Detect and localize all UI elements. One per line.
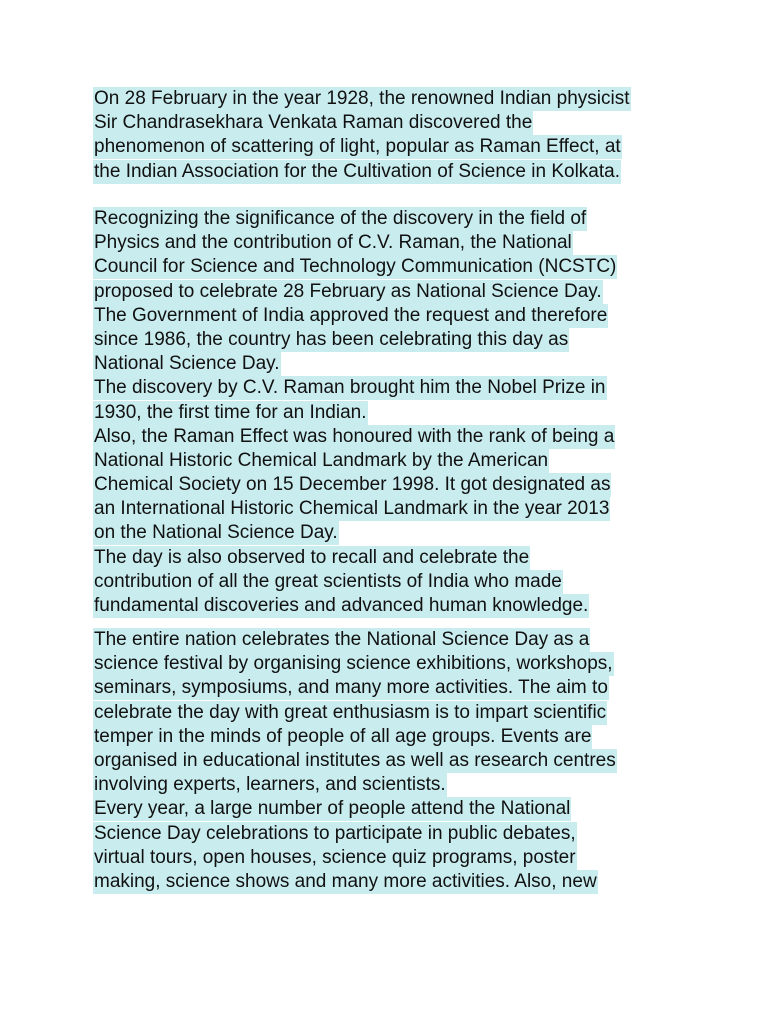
text-line bbox=[93, 749, 693, 773]
highlighted-text: Council for Science and Technology Communication (NCSTC) bbox=[94, 256, 617, 278]
highlighted-text: Science Day celebrations to participate in public debates, bbox=[94, 822, 576, 844]
highlighted-text: Physics and the contribution of C.V. Raman, the National bbox=[94, 232, 572, 254]
text-line bbox=[93, 160, 693, 184]
highlighted-text: The discovery by C.V. Raman brought him the Nobel Prize in bbox=[94, 377, 606, 399]
text-line bbox=[93, 846, 693, 870]
highlighted-text: The Government of India approved the request and therefore bbox=[94, 304, 608, 326]
text-line bbox=[93, 111, 693, 135]
text-line bbox=[93, 594, 693, 618]
highlighted-text: fundamental discoveries and advanced human knowledge. bbox=[94, 595, 589, 616]
text-line bbox=[93, 725, 693, 749]
text-line bbox=[93, 87, 693, 111]
text-line bbox=[93, 570, 693, 594]
highlighted-text: The entire nation celebrates the National Science Day as a bbox=[94, 629, 590, 650]
highlighted-text: since 1986, the country has been celebrating this day as bbox=[94, 328, 569, 350]
text-line bbox=[93, 628, 693, 652]
text-line bbox=[93, 546, 693, 570]
text-line bbox=[93, 425, 693, 449]
text-line bbox=[93, 521, 693, 545]
highlighted-text: involving experts, learners, and scientists. bbox=[94, 774, 446, 796]
highlighted-text: proposed to celebrate 28 February as National Science Day. bbox=[94, 280, 602, 302]
highlighted-text: phenomenon of scattering of light, popular as Raman Effect, at bbox=[94, 136, 621, 158]
text-line bbox=[93, 652, 693, 676]
text-line bbox=[93, 328, 693, 352]
text-line bbox=[93, 376, 693, 400]
highlighted-text: on the National Science Day. bbox=[94, 522, 338, 544]
highlighted-text: science festival by organising science exhibitions, workshops, bbox=[94, 653, 613, 675]
text-line bbox=[93, 135, 693, 159]
highlighted-text: The day is also observed to recall and celebrate the bbox=[94, 546, 530, 568]
highlighted-text: National Science Day. bbox=[94, 353, 280, 375]
highlighted-text: seminars, symposiums, and many more activities. The aim to bbox=[94, 677, 608, 699]
highlighted-text: Every year, a large number of people attend the National bbox=[94, 798, 571, 820]
highlighted-text: temper in the minds of people of all age groups. Events are bbox=[94, 725, 592, 747]
text-line bbox=[93, 701, 693, 725]
highlighted-text: organised in educational institutes as well as research centres bbox=[94, 749, 616, 771]
highlighted-text: celebrate the day with great enthusiasm is to impart scientific bbox=[94, 701, 607, 723]
text-line bbox=[93, 255, 693, 279]
text-line bbox=[93, 773, 693, 797]
highlighted-text: making, science shows and many more activities. Also, new bbox=[94, 870, 597, 892]
paragraph-1 bbox=[93, 87, 693, 184]
text-line bbox=[93, 231, 693, 255]
text-line bbox=[93, 870, 693, 894]
text-line bbox=[93, 473, 693, 497]
highlighted-text: Chemical Society on 15 December 1998. It got designated as bbox=[94, 474, 611, 496]
highlighted-text: the Indian Association for the Cultivation of Science in Kolkata. bbox=[94, 160, 620, 182]
highlighted-text: National Historic Chemical Landmark by the American bbox=[94, 449, 549, 471]
text-line bbox=[93, 449, 693, 473]
highlighted-text: Also, the Raman Effect was honoured with the rank of being a bbox=[94, 425, 615, 447]
paragraph-3 bbox=[93, 628, 693, 894]
highlighted-text: 1930, the first time for an Indian. bbox=[94, 401, 367, 423]
text-line bbox=[93, 497, 693, 521]
highlighted-text: Sir Chandrasekhara Venkata Raman discovered the bbox=[94, 112, 533, 134]
text-line bbox=[93, 352, 693, 376]
text-line bbox=[93, 797, 693, 821]
highlighted-text: On 28 February in the year 1928, the renowned Indian physicist bbox=[94, 88, 630, 109]
highlighted-text: an International Historic Chemical Landmark in the year 2013 bbox=[94, 498, 610, 520]
paragraph-2 bbox=[93, 207, 693, 618]
highlighted-text: Recognizing the significance of the discovery in the field of bbox=[94, 208, 587, 229]
text-line bbox=[93, 822, 693, 846]
text-line bbox=[93, 304, 693, 328]
text-line bbox=[93, 207, 693, 231]
text-line bbox=[93, 280, 693, 304]
text-line bbox=[93, 401, 693, 425]
text-line bbox=[93, 676, 693, 700]
highlighted-text: virtual tours, open houses, science quiz programs, poster bbox=[94, 846, 576, 868]
highlighted-text: contribution of all the great scientists of India who made bbox=[94, 570, 562, 592]
